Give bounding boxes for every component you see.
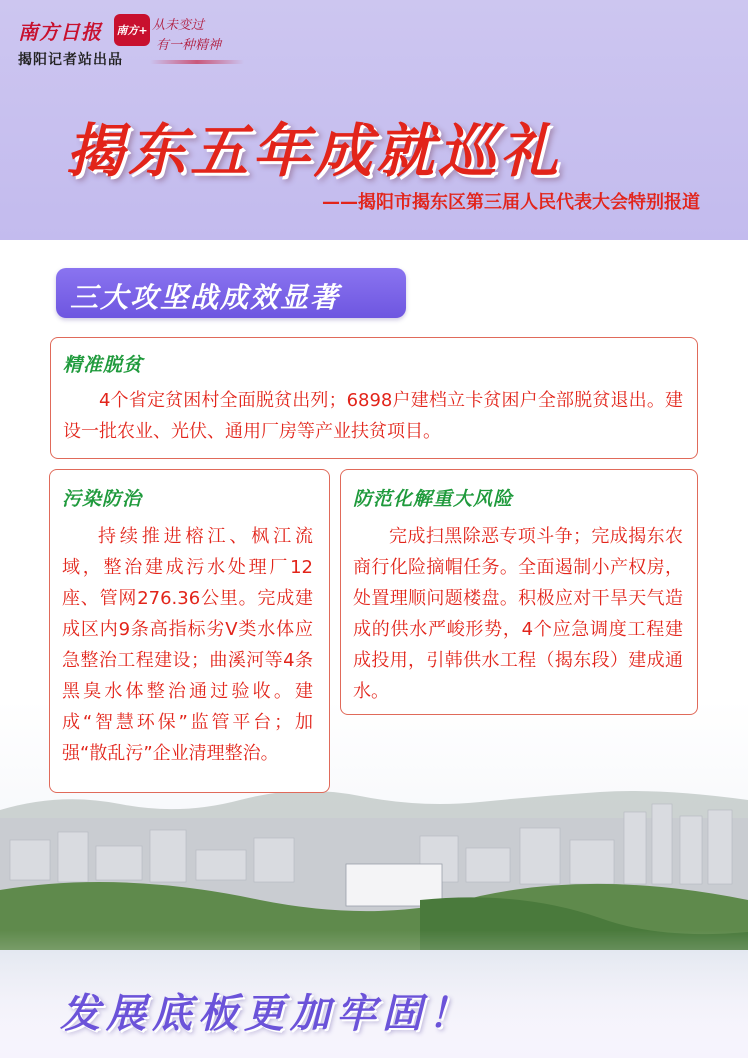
header-banner <box>0 0 748 240</box>
card-poverty-body: 4个省定贫困村全面脱贫出列；6898户建档立卡贫困户全部脱贫退出。建设一批农业、光伏、通用厂房等产业扶贫项目。 <box>63 390 683 442</box>
brand-logo-icon: 南方+ <box>114 14 150 46</box>
footer-slogan: 发展底板更加牢固！ <box>60 990 474 1037</box>
card-risk-title: 防范化解重大风险 <box>353 488 514 510</box>
card-pollution-control <box>49 469 330 793</box>
brush-stroke-decoration <box>150 60 244 64</box>
brand-subtitle: 揭阳记者站出品 <box>18 52 123 68</box>
section-heading-text: 三大攻坚战成效显著 <box>70 281 341 314</box>
page-title: 揭东五年成就巡礼 <box>66 117 563 185</box>
card-poverty-alleviation <box>50 337 698 459</box>
card-pollution-body: 持续推进榕江、枫江流域，整治建成污水处理厂12座、管网276.36公里。完成建成区内9条高指标劣Ⅴ类水体应急整治工程建设；曲溪河等4条黑臭水体整治通过验收。建成“智慧环保”监管平台；加强“散乱污”企业清理整治。 <box>62 526 313 764</box>
section-heading <box>56 268 406 318</box>
brand-name: 南方日报 <box>18 20 102 44</box>
page-subtitle: ——揭阳市揭东区第三届人民代表大会特别报道 <box>322 192 700 213</box>
card-pollution-title: 污染防治 <box>62 488 143 510</box>
slogan-line-1: 从未变过 <box>152 18 205 33</box>
card-poverty-title: 精准脱贫 <box>63 354 144 376</box>
brand-slogan <box>152 16 221 56</box>
card-risk-prevention <box>340 469 698 715</box>
slogan-line-2: 有一种精神 <box>156 38 222 53</box>
card-risk-body: 完成扫黑除恶专项斗争；完成揭东农商行化险摘帽任务。全面遏制小产权房，处置理顺问题楼盘。积极应对干旱天气造成的供水严峻形势，4个应急调度工程建成投用，引韩供水工程（揭东段）建成通水。 <box>353 526 683 702</box>
brand-block <box>18 16 148 69</box>
